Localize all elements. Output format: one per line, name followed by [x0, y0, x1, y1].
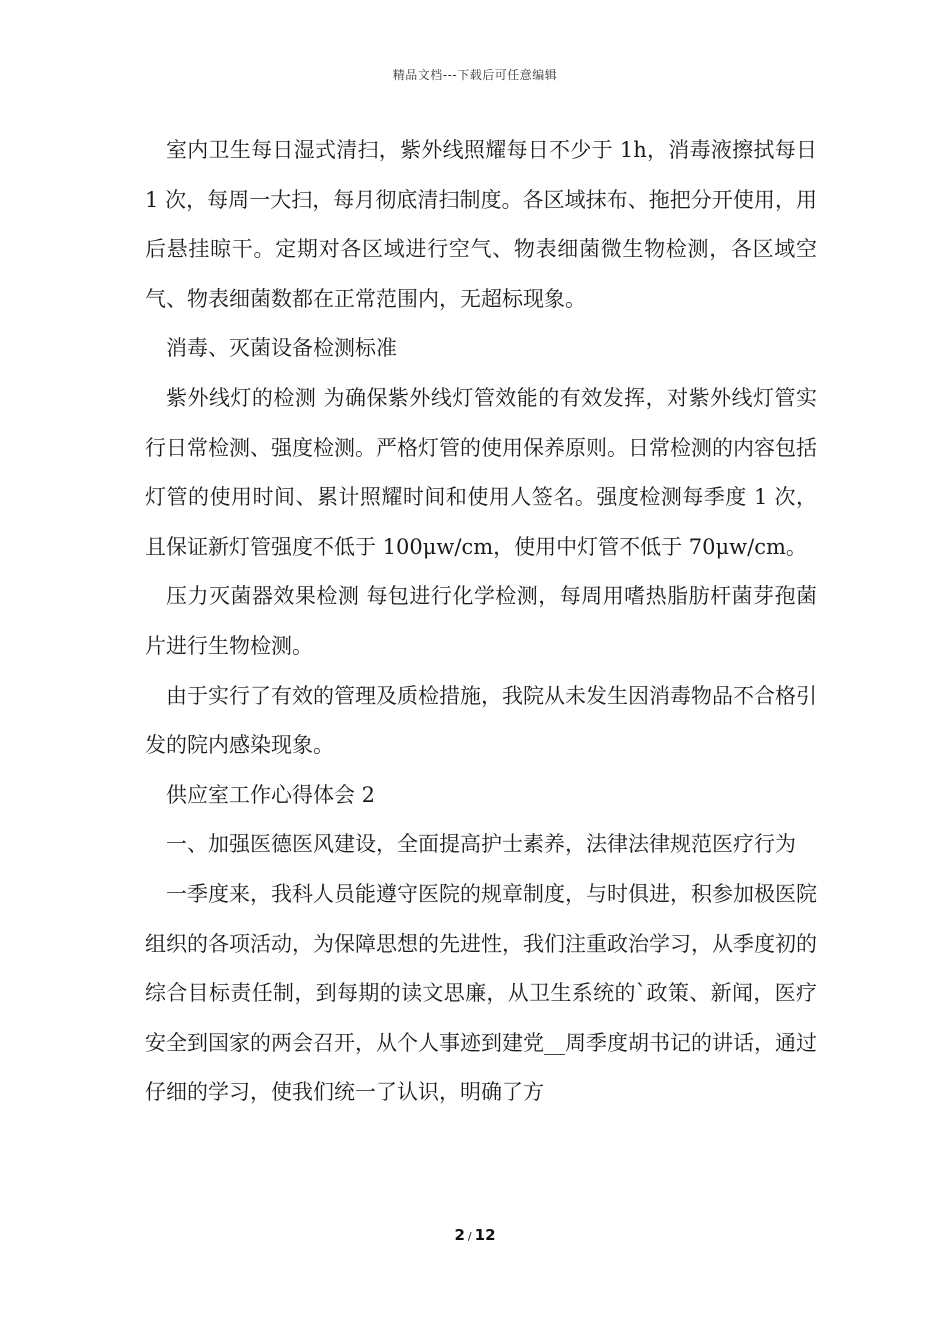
- paragraph-subheading-ethics: 一、加强医德医风建设，全面提高护士素养，法律法律规范医疗行为: [166, 832, 796, 857]
- paragraph-sterilizer: 压力灭菌器效果检测 每包进行化学检测，每周用嗜热脂肪杆菌芽孢菌片进行生物检测。: [145, 584, 817, 658]
- total-page-number: 12: [474, 1226, 496, 1244]
- page-header: 精品文档---下载后可任意编辑: [392, 68, 558, 82]
- paragraph-result: 由于实行了有效的管理及质检措施，我院从未发生因消毒物品不合格引发的院内感染现象。: [145, 683, 817, 758]
- paragraph-quarter-summary: 一季度来，我科人员能遵守医院的规章制度，与时俱进，积参加极医院组织的各项活动，为保障思想的先进性，我们注重政治学习，从季度初的综合目标责任制，到每期的读文思廉，从卫生系统的`政策、新闻，医疗安全到国家的两会召开，从个人事迹到建党__周季度胡书记的讲话，通过仔细的学习，使我们统一了认识，明确了方: [145, 881, 817, 1105]
- page-separator: /: [467, 1230, 472, 1243]
- document-body: [145, 126, 817, 1118]
- paragraph-uv-lamp: 紫外线灯的检测 为确保紫外线灯管效能的有效发挥，对紫外线灯管实行日常检测、强度检测。严格灯管的使用保养原则。日常检测的内容包括灯管的使用时间、累计照耀时间和使用人签名。强度检测每季度 1 次，且保证新灯管强度不低于 100μw/cm，使用中灯管不低于 70μw/cm。: [145, 385, 817, 559]
- paragraph-heading-standards: 消毒、灭菌设备检测标准: [166, 336, 397, 361]
- paragraph-section-title: 供应室工作心得体会 2: [166, 782, 376, 807]
- page-number: [0, 1226, 950, 1244]
- current-page-number: 2: [454, 1226, 465, 1244]
- paragraph-cleaning: 室内卫生每日湿式清扫，紫外线照耀每日不少于 1h，消毒液擦拭每日 1 次，每周一大扫，每月彻底清扫制度。各区域抹布、拖把分开使用，用后悬挂晾干。定期对各区域进行空气、物表细菌微生物检测，各区域空气、物表细菌数都在正常范围内，无超标现象。: [145, 138, 817, 311]
